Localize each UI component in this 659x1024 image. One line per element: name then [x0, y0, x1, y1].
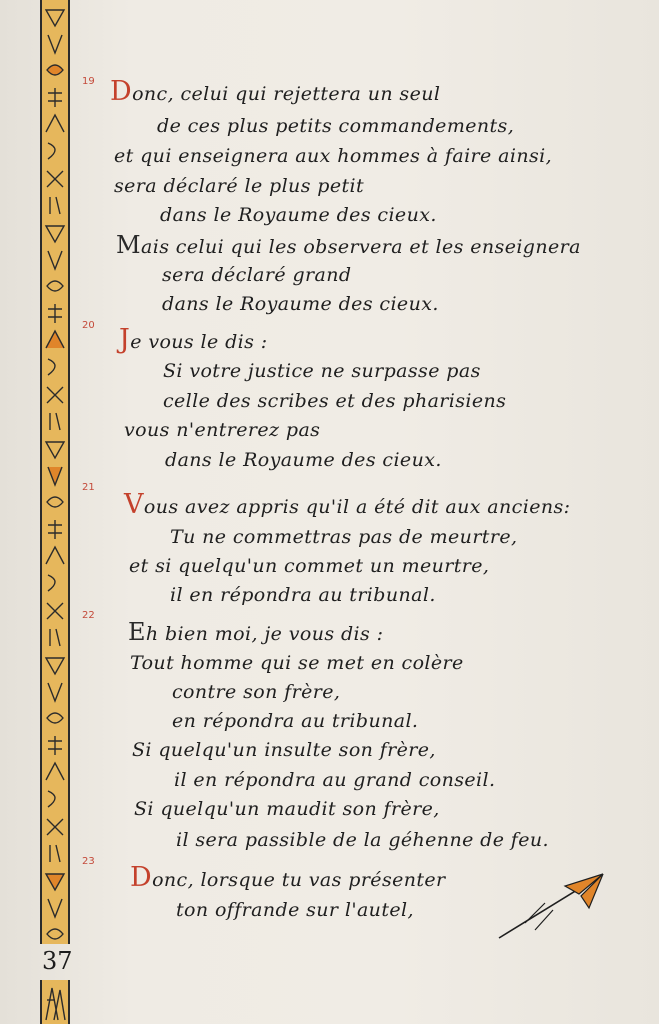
page-number: 37 — [42, 947, 73, 975]
verse-22-line-2: Tout homme qui se met en colère — [130, 652, 464, 674]
verse-22-line-7: Si quelqu'un maudit son frère, — [134, 798, 440, 820]
verse-initial: D — [130, 862, 153, 893]
verse-text: h bien moi, je vous dis : — [145, 623, 384, 645]
verse-21-line-1 — [124, 489, 571, 520]
verse-19-line-5: dans le Royaume des cieux. — [160, 204, 437, 226]
verse-20-line-3: celle des scribes et des pharisiens — [163, 390, 507, 412]
verse-text: onc, lorsque tu vas présenter — [152, 869, 446, 891]
verse-22-line-6: il en répondra au grand conseil. — [174, 769, 496, 791]
verse-20-line-4: vous n'entrerez pas — [124, 419, 321, 441]
verse-number: 21 — [82, 482, 95, 493]
verse-number: 19 — [82, 76, 95, 87]
verse-21-line-3: et si quelqu'un commet un meurtre, — [129, 555, 490, 577]
verse-23-line-1 — [130, 862, 446, 893]
verse-20-line-1 — [119, 324, 268, 355]
verse-text: onc, celui qui rejettera un seul — [132, 83, 441, 105]
verse-20-line-5: dans le Royaume des cieux. — [165, 449, 442, 471]
arrow-icon — [495, 868, 610, 943]
verse-20-line-2: Si votre justice ne surpasse pas — [163, 360, 481, 382]
verse-22-line-1 — [128, 620, 383, 646]
verse-initial: D — [110, 76, 133, 107]
verse-initial: V — [124, 489, 144, 520]
verse-initial: J — [119, 324, 131, 355]
verse-number: 20 — [82, 320, 95, 331]
verse-19-line-7: sera déclaré grand — [162, 264, 352, 286]
verse-text: ais celui qui les observera et les enseignera — [140, 236, 581, 258]
verse-number: 23 — [82, 856, 95, 867]
verse-22-line-8: il sera passible de la géhenne de feu. — [176, 829, 549, 851]
verse-initial: E — [128, 618, 146, 646]
verse-text: ous avez appris qu'il a été dit aux anciens: — [143, 496, 571, 518]
verse-19-line-3: et qui enseignera aux hommes à faire ainsi, — [114, 145, 553, 167]
verse-22-line-3: contre son frère, — [172, 681, 341, 703]
verse-19-line-2: de ces plus petits commandements, — [157, 115, 515, 137]
verse-22-line-4: en répondra au tribunal. — [172, 710, 419, 732]
verse-19-line-1 — [110, 76, 441, 107]
verse-19-line-6 — [116, 233, 581, 259]
verse-19-line-8: dans le Royaume des cieux. — [162, 293, 439, 315]
verse-19-line-4: sera déclaré le plus petit — [114, 175, 365, 197]
verse-21-line-2: Tu ne commettras pas de meurtre, — [170, 526, 518, 548]
verse-23-line-2: ton offrande sur l'autel, — [176, 899, 414, 921]
verse-21-line-4: il en répondra au tribunal. — [170, 584, 436, 606]
verse-number: 22 — [82, 610, 95, 621]
verse-text: e vous le dis : — [130, 331, 268, 353]
verse-22-line-5: Si quelqu'un insulte son frère, — [132, 739, 436, 761]
verse-initial: M — [116, 231, 141, 259]
